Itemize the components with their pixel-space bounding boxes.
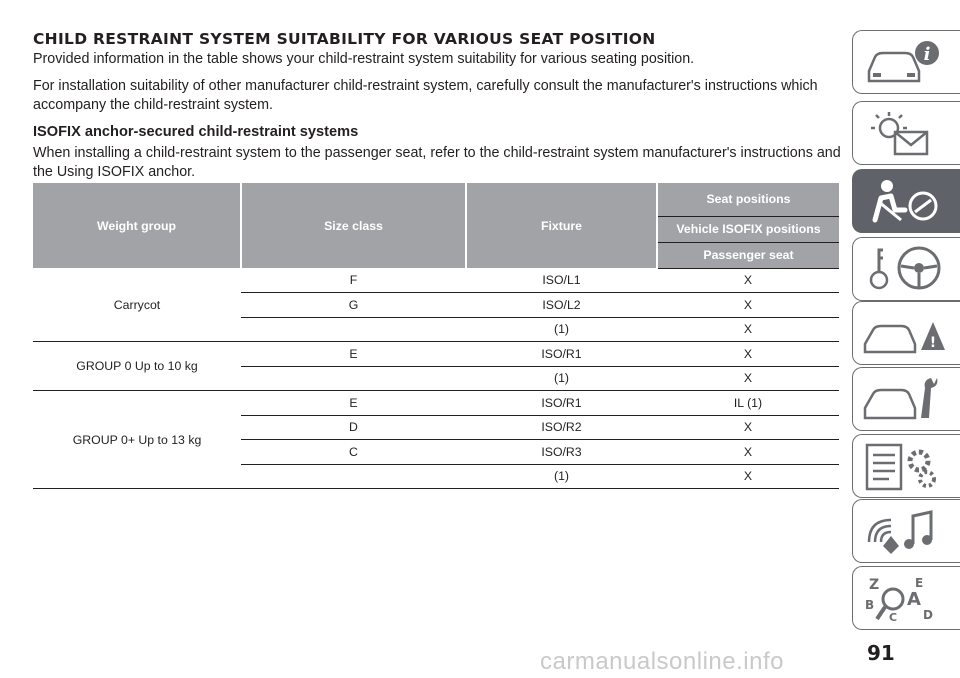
svg-text:E: E — [915, 576, 924, 590]
header-passenger-seat: Passenger seat — [657, 242, 839, 268]
suitability-table-wrap — [33, 183, 839, 489]
fixture-cell: ISO/L1 — [466, 268, 657, 293]
header-size-class: Size class — [241, 183, 466, 268]
fixture-cell: ISO/R1 — [466, 342, 657, 367]
svg-text:!: ! — [929, 335, 937, 351]
passenger-seat-cell: X — [657, 440, 839, 465]
size-class-cell — [241, 464, 466, 489]
key-steering-icon — [861, 244, 951, 296]
fixture-cell: (1) — [466, 317, 657, 342]
size-class-cell — [241, 366, 466, 391]
nav-tab-safety[interactable] — [852, 169, 960, 233]
fixture-cell: ISO/L2 — [466, 293, 657, 318]
table-row — [33, 268, 839, 293]
table-row — [33, 391, 839, 416]
nav-tab-warning-lights[interactable] — [852, 101, 960, 165]
airbag-seat-icon — [861, 176, 951, 228]
size-class-cell: E — [241, 342, 466, 367]
suitability-table — [33, 183, 839, 489]
intro-paragraph: Provided information in the table shows your child-restraint system suitability for various seating position. — [33, 51, 695, 67]
nav-tab-maintenance[interactable] — [852, 367, 960, 431]
header-vehicle-isofix: Vehicle ISOFIX positions — [657, 216, 839, 242]
size-class-cell — [241, 317, 466, 342]
fixture-cell: (1) — [466, 464, 657, 489]
car-service-icon — [861, 374, 951, 426]
weight-group-cell: GROUP 0+ Up to 13 kg — [33, 391, 241, 489]
nav-tab-emergency[interactable] — [852, 301, 960, 365]
size-class-cell: F — [241, 268, 466, 293]
size-class-cell: C — [241, 440, 466, 465]
technical-data-icon — [861, 441, 951, 493]
nav-tab-technical-data[interactable] — [852, 434, 960, 498]
fixture-cell: ISO/R2 — [466, 415, 657, 440]
passenger-seat-cell: X — [657, 415, 839, 440]
size-class-cell: D — [241, 415, 466, 440]
svg-text:C: C — [889, 611, 898, 624]
nav-tab-car-info[interactable] — [852, 30, 960, 94]
page-number: 91 — [867, 641, 895, 665]
note-paragraph: For installation suitability of other manufacturer child-restraint system, carefully consult the manufacturer's instructions which accompany the child-restraint system. — [33, 77, 818, 113]
weight-group-cell: GROUP 0 Up to 10 kg — [33, 342, 241, 391]
fixture-cell: ISO/R1 — [466, 391, 657, 416]
svg-text:B: B — [865, 598, 875, 612]
passenger-seat-cell: X — [657, 293, 839, 318]
fixture-cell: (1) — [466, 366, 657, 391]
isofix-paragraph: When installing a child-restraint system to the passenger seat, refer to the child-restraint system manufacturer's instructions and the Using ISOFIX anchor. — [33, 144, 841, 180]
svg-text:i: i — [923, 44, 931, 65]
car-accident-icon — [861, 308, 951, 360]
svg-text:Z: Z — [869, 577, 880, 593]
nav-tab-index[interactable] — [852, 566, 960, 630]
passenger-seat-cell: X — [657, 268, 839, 293]
watermark-text: carmanualsonline.info — [540, 648, 784, 675]
header-weight-group: Weight group — [33, 183, 241, 268]
svg-text:A: A — [907, 589, 921, 610]
svg-text:D: D — [923, 608, 933, 622]
index-icon — [861, 573, 951, 625]
fixture-cell: ISO/R3 — [466, 440, 657, 465]
table-row — [33, 342, 839, 367]
section-title: CHILD RESTRAINT SYSTEM SUITABILITY FOR VARIOUS SEAT POSITION — [33, 30, 656, 48]
weight-group-cell: Carrycot — [33, 268, 241, 342]
isofix-subheading: ISOFIX anchor-secured child-restraint systems — [33, 123, 359, 140]
passenger-seat-cell: X — [657, 366, 839, 391]
warning-lights-icon — [861, 108, 951, 160]
size-class-cell: E — [241, 391, 466, 416]
multimedia-icon — [861, 506, 951, 558]
header-seat-positions: Seat positions — [657, 183, 839, 216]
size-class-cell: G — [241, 293, 466, 318]
header-fixture: Fixture — [466, 183, 657, 268]
passenger-seat-cell: X — [657, 317, 839, 342]
car-info-icon — [861, 37, 951, 89]
nav-tab-multimedia[interactable] — [852, 499, 960, 563]
nav-tab-starting-driving[interactable] — [852, 237, 960, 301]
passenger-seat-cell: X — [657, 464, 839, 489]
passenger-seat-cell: X — [657, 342, 839, 367]
content-area — [33, 30, 843, 183]
passenger-seat-cell: IL (1) — [657, 391, 839, 416]
